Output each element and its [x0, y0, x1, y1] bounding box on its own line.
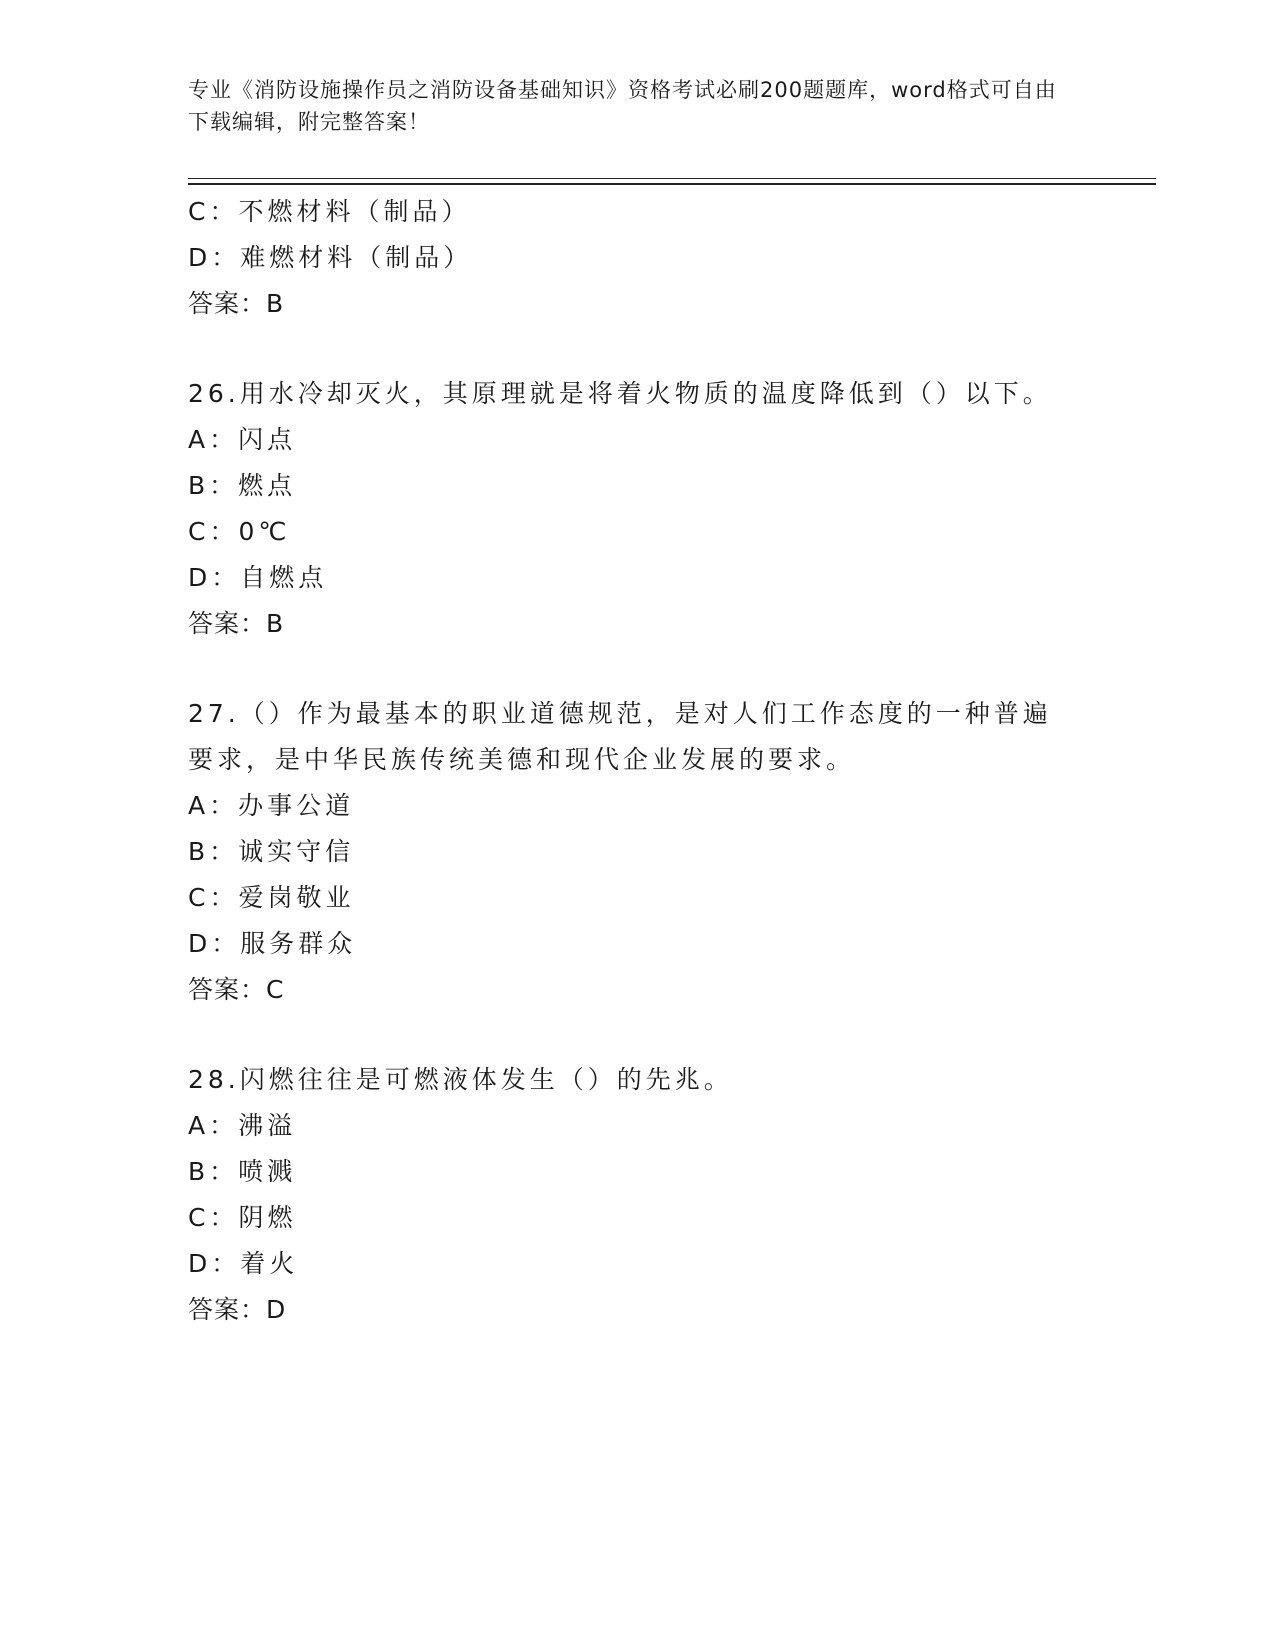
- question-stem: 28.闪燃往往是可燃液体发生（）的先兆。: [188, 1065, 733, 1094]
- question-list: [188, 189, 1088, 1333]
- question-stem: 27.（）作为最基本的职业道德规范，是对人们工作态度的一种普遍要求，是中华民族传统美德和现代企业发展的要求。: [188, 699, 1052, 774]
- option-c: C：阴燃: [188, 1203, 297, 1232]
- spacer: [188, 1013, 1088, 1057]
- option-c: C：不燃材料（制品）: [188, 197, 471, 226]
- option-b: B：喷溅: [188, 1157, 297, 1186]
- option-d: D：自燃点: [188, 563, 328, 592]
- question-27: [188, 691, 1088, 1013]
- option-d: D：服务群众: [188, 929, 357, 958]
- option-c: C：0℃: [188, 517, 291, 546]
- option-d: D：着火: [188, 1249, 299, 1278]
- option-a: A：办事公道: [188, 791, 355, 820]
- option-b: B：诚实守信: [188, 837, 355, 866]
- answer-line: 答案：B: [188, 289, 285, 318]
- header-divider-thick: [188, 183, 1156, 185]
- carryover-block: [188, 189, 1088, 327]
- spacer: [188, 327, 1088, 371]
- answer-line: 答案：B: [188, 609, 285, 638]
- option-d: D：难燃材料（制品）: [188, 243, 473, 272]
- option-a: A：沸溢: [188, 1111, 297, 1140]
- header-divider-thin: [188, 178, 1156, 179]
- answer-line: 答案：D: [188, 1295, 287, 1324]
- option-a: A：闪点: [188, 425, 297, 454]
- spacer: [188, 647, 1088, 691]
- question-26: [188, 371, 1088, 647]
- document-header: 专业《消防设施操作员之消防设备基础知识》资格考试必刷200题题库，word格式可自由下载编辑，附完整答案！: [188, 78, 1057, 134]
- question-28: [188, 1057, 1088, 1333]
- answer-line: 答案：C: [188, 975, 285, 1004]
- option-b: B：燃点: [188, 471, 297, 500]
- question-stem: 26.用水冷却灭火，其原理就是将着火物质的温度降低到（）以下。: [188, 379, 1052, 408]
- option-c: C：爱岗敬业: [188, 883, 355, 912]
